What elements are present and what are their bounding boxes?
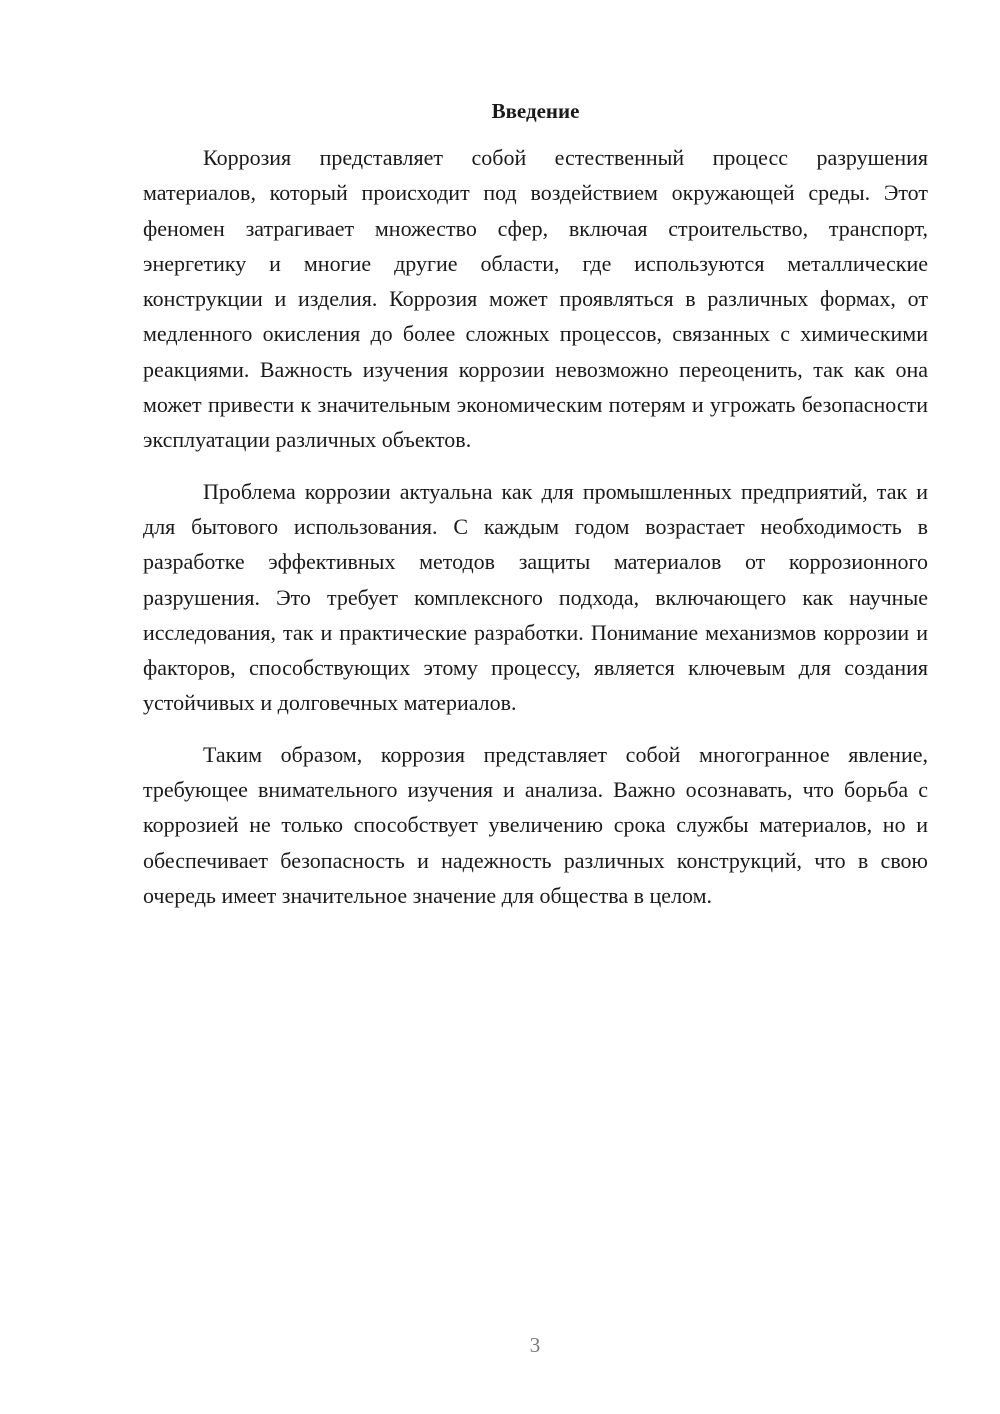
paragraph-1: Коррозия представляет собой естественный процесс разрушения материалов, который происходит под воздействием окружающей среды. Этот феномен затрагивает множество сфер, включая строительство, транспорт, энергетику и многие другие области, где используются металлические конструкции и изделия. Коррозия может проявляться в различных формах, от медленного окисления до более сложных процессов, связанных с химическими реакциями. Важность изучения коррозии невозможно переоценить, так как она может привести к значительным экономическим потерям и угрожать безопасности эксплуатации различных объектов. bbox=[143, 145, 928, 453]
paragraph-2: Проблема коррозии актуальна как для промышленных предприятий, так и для бытового использования. С каждым годом возрастает необходимость в разработке эффективных методов защиты материалов от коррозионного разрушения. Это требует комплексного подхода, включающего как научные исследования, так и практические разработки. Понимание механизмов коррозии и факторов, способствующих этому процессу, является ключевым для создания устойчивых и долговечных материалов. bbox=[143, 478, 928, 716]
section-heading: Введение bbox=[491, 99, 580, 123]
page-content bbox=[143, 94, 928, 929]
paragraph-3: Таким образом, коррозия представляет собой многогранное явление, требующее внимательного изучения и анализа. Важно осознавать, что борьба с коррозией не только способствует увеличению срока службы материалов, но и обеспечивает безопасность и надежность различных конструкций, что в свою очередь имеет значительное значение для общества в целом. bbox=[143, 741, 928, 908]
page-number: 3 bbox=[529, 1333, 541, 1357]
